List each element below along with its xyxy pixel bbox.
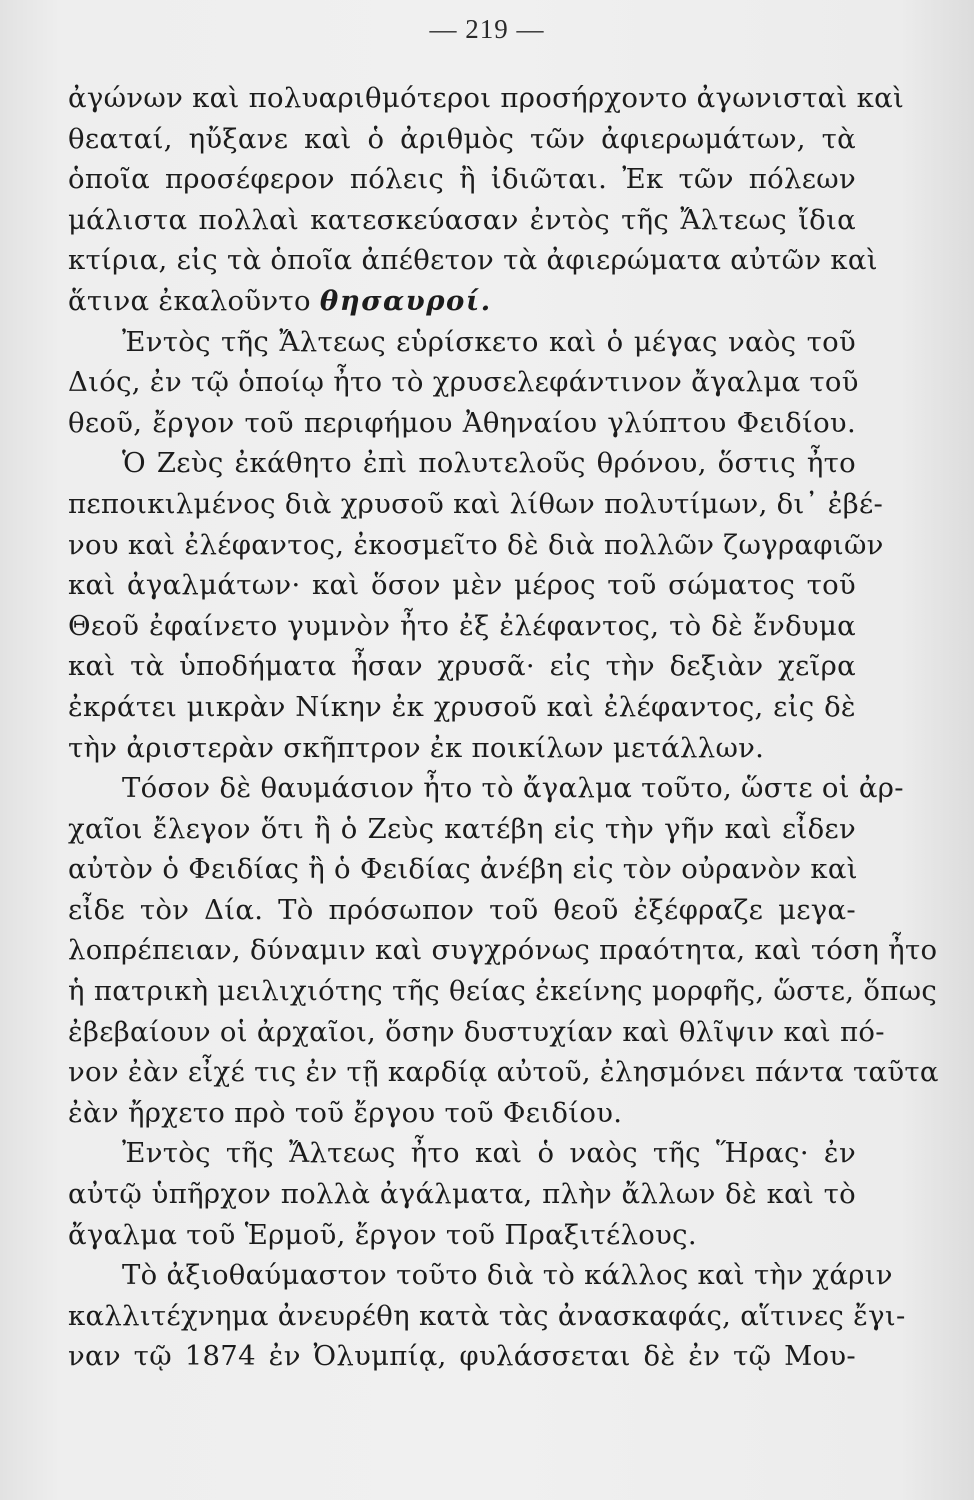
text-line: πεποικιλμένος διὰ χρυσοῦ καὶ λίθων πολυτίμων, δι᾽ ἐβέ- — [68, 487, 884, 520]
text-line: ἐβεβαίουν οἱ ἀρχαῖοι, ὅσην δυστυχίαν καὶ θλῖψιν καὶ πό- — [68, 1015, 885, 1048]
text-line: Θεοῦ ἐφαίνετο γυμνὸν ἦτο ἐξ ἐλέφαντος, τὸ δὲ ἔνδυμα — [68, 609, 856, 642]
paragraph-start: Ἐντὸς τῆς Ἄλτεως εὑρίσκετο καὶ ὁ μέγας ναὸς τοῦ — [122, 325, 856, 358]
text-line: ἐκράτει μικρὰν Νίκην ἐκ χρυσοῦ καὶ ἐλέφαντος, εἰς δὲ — [68, 690, 856, 723]
text-line: νου καὶ ἐλέφαντος, ἐκοσμεῖτο δὲ διὰ πολλῶν ζωγραφιῶν — [68, 528, 884, 561]
text-line: χαῖοι ἔλεγον ὅτι ἢ ὁ Ζεὺς κατέβη εἰς τὴν γῆν καὶ εἶδεν — [68, 812, 856, 845]
body-text — [68, 78, 939, 1377]
text-line: μάλιστα πολλαὶ κατεσκεύασαν ἐντὸς τῆς Ἄλτεως ἴδια — [68, 203, 856, 236]
text-line: καὶ τὰ ὑποδήματα ἦσαν χρυσᾶ· εἰς τὴν δεξιὰν χεῖρα — [68, 650, 856, 683]
text-line: θεαταί, ηὔξανε καὶ ὁ ἀριθμὸς τῶν ἀφιερωμάτων, τὰ — [68, 122, 856, 155]
text-line: κτίρια, εἰς τὰ ὁποῖα ἀπέθετον τὰ ἀφιερώματα αὐτῶν καὶ — [68, 244, 878, 277]
paragraph-start: Ὁ Ζεὺς ἐκάθητο ἐπὶ πολυτελοῦς θρόνου, ὅστις ἦτο — [122, 447, 856, 480]
text-line: αὐτῷ ὑπῆρχον πολλὰ ἀγάλματα, πλὴν ἄλλων δὲ καὶ τὸ — [68, 1178, 856, 1211]
text-line: τὴν ἀριστερὰν σκῆπτρον ἐκ ποικίλων μετάλλων. — [68, 731, 765, 764]
text-line: ναν τῷ 1874 ἐν Ὀλυμπίᾳ, φυλάσσεται δὲ ἐν τῷ Μου- — [68, 1340, 856, 1373]
text-line: εἶδε τὸν Δία. Τὸ πρόσωπον τοῦ θεοῦ ἐξέφραζε μεγα- — [68, 893, 856, 926]
text-line: λοπρέπειαν, δύναμιν καὶ συγχρόνως πραότητα, καὶ τόση ἦτο — [68, 934, 938, 967]
text-line: αὐτὸν ὁ Φειδίας ἢ ὁ Φειδίας ἀνέβη εἰς τὸν οὐρανὸν καὶ — [68, 853, 858, 886]
text-line-start: ἅτινα ἐκαλοῦντο — [68, 284, 311, 317]
paragraph-start: Τόσον δὲ θαυμάσιον ἦτο τὸ ἄγαλμα τοῦτο, ὥστε οἱ ἀρ- — [122, 772, 904, 805]
text-line — [68, 281, 856, 322]
text-line: θεοῦ, ἔργον τοῦ περιφήμου Ἀθηναίου γλύπτου Φειδίου. — [68, 406, 856, 439]
text-line: Διός, ἐν τῷ ὁποίῳ ἦτο τὸ χρυσελεφάντινον ἄγαλμα τοῦ — [68, 366, 859, 399]
text-line: ὁποῖα προσέφερον πόλεις ἢ ἰδιῶται. Ἐκ τῶν πόλεων — [68, 163, 856, 196]
paragraph-start: Ἐντὸς τῆς Ἄλτεως ἦτο καὶ ὁ ναὸς τῆς Ἥρας· ἐν — [122, 1137, 856, 1170]
paragraph-start: Τὸ ἀξιοθαύμαστον τοῦτο διὰ τὸ κάλλος καὶ τὴν χάριν — [122, 1259, 893, 1292]
text-line: ἄγαλμα τοῦ Ἑρμοῦ, ἔργον τοῦ Πραξιτέλους. — [68, 1218, 697, 1251]
text-line: ἀγώνων καὶ πολυαριθμότεροι προσήρχοντο ἀγωνισταὶ καὶ — [68, 82, 905, 114]
text-line: καλλιτέχνημα ἀνευρέθη κατὰ τὰς ἀνασκαφάς, αἵτινες ἔγι- — [68, 1299, 906, 1332]
text-line: νον ἐὰν εἶχέ τις ἐν τῇ καρδίᾳ αὐτοῦ, ἐλησμόνει πάντα ταῦτα — [68, 1056, 939, 1089]
text-line: καὶ ἀγαλμάτων· καὶ ὅσον μὲν μέρος τοῦ σώματος τοῦ — [68, 569, 856, 602]
emphasized-term: θησαυροί. — [319, 284, 492, 317]
text-line: ἐὰν ἤρχετο πρὸ τοῦ ἔργου τοῦ Φειδίου. — [68, 1096, 623, 1129]
page-number: — 219 — — [429, 14, 545, 44]
text-line: ἡ πατρικὴ μειλιχιότης τῆς θείας ἐκείνης μορφῆς, ὥστε, ὅπως — [68, 975, 938, 1008]
